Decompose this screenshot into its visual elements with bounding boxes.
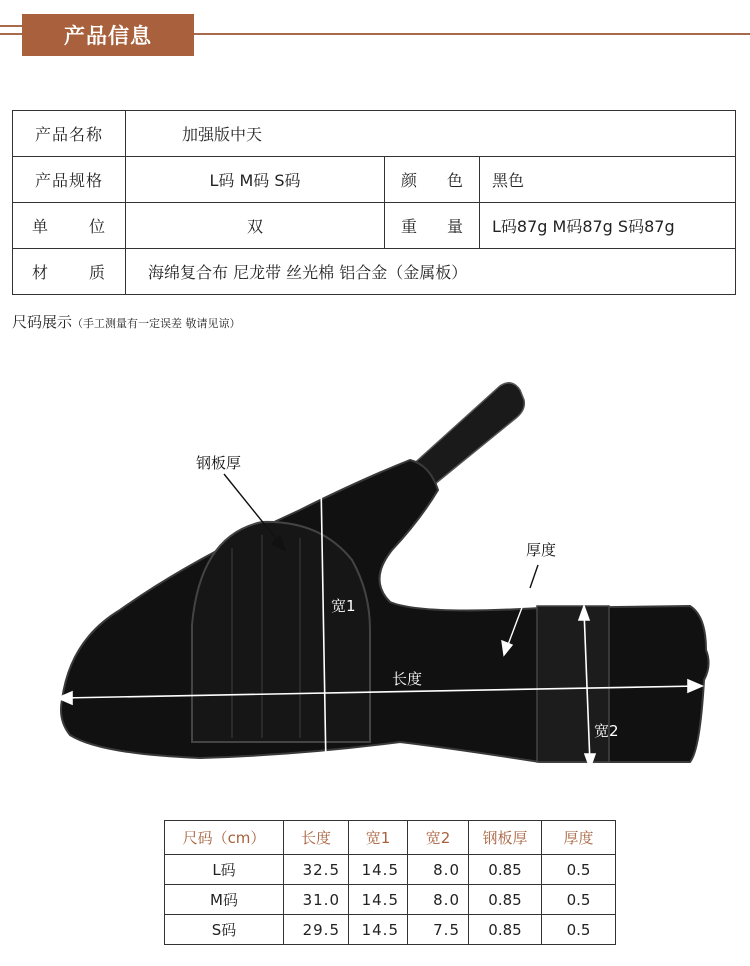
table-row: [165, 885, 616, 915]
size-cell: L码: [165, 855, 284, 885]
width2-cell: 7.5: [408, 915, 469, 945]
spec-value: L码 M码 S码: [126, 157, 385, 203]
width2-cell: 8.0: [408, 885, 469, 915]
size-table-header: [165, 821, 616, 855]
size-cell: S码: [165, 915, 284, 945]
size-section-title: [12, 311, 241, 332]
section-title: 产品信息: [22, 14, 194, 56]
table-row: [165, 915, 616, 945]
unit-value: 双: [126, 203, 385, 249]
thickness-cell: 0.5: [542, 855, 616, 885]
spec-label: 产品规格: [13, 157, 126, 203]
name-label: 产品名称: [13, 111, 126, 157]
header-rule-left: [0, 25, 22, 27]
thickness-cell: 0.5: [542, 915, 616, 945]
length-cell: 31.0: [284, 885, 349, 915]
width1-label: 宽1: [331, 597, 356, 615]
steel-cell: 0.85: [469, 855, 542, 885]
weight-label-b: 量: [447, 217, 464, 236]
material-value: 海绵复合布 尼龙带 丝光棉 铝合金（金属板）: [126, 249, 736, 295]
wrist-brace-body: [61, 460, 709, 762]
weight-value: L码87g M码87g S码87g: [480, 203, 736, 249]
steel-cell: 0.85: [469, 915, 542, 945]
table-row: [165, 855, 616, 885]
table-row: [13, 111, 736, 157]
steel-thickness-label: 钢板厚: [196, 454, 242, 472]
material-label-b: 质: [89, 263, 107, 282]
unit-label-b: 位: [89, 217, 107, 236]
width1-arrow-tail: [321, 758, 331, 772]
size-cell: M码: [165, 885, 284, 915]
width2-label: 宽2: [594, 722, 619, 740]
width2-cell: 8.0: [408, 855, 469, 885]
size-table: [164, 820, 616, 945]
width1-cell: 14.5: [349, 885, 408, 915]
steel-cell: 0.85: [469, 885, 542, 915]
weight-label-a: 重: [400, 217, 417, 236]
material-label-a: 材: [31, 263, 49, 282]
length-cell: 32.5: [284, 855, 349, 885]
color-label-b: 色: [447, 171, 464, 190]
header-width1: 宽1: [349, 821, 408, 855]
thickness-pointer-top: [530, 565, 538, 588]
size-title-text: 尺码展示: [12, 313, 73, 331]
color-label-a: 颜: [400, 171, 417, 190]
unit-label-a: 单: [31, 217, 49, 236]
table-row: [13, 249, 736, 295]
size-title-note: （手工测量有一定误差 敬请见谅）: [72, 317, 241, 330]
thickness-cell: 0.5: [542, 885, 616, 915]
header-length: 长度: [284, 821, 349, 855]
header-steel: 钢板厚: [469, 821, 542, 855]
length-cell: 29.5: [284, 915, 349, 945]
header-size: 尺码（cm）: [165, 821, 284, 855]
product-diagram: [0, 370, 750, 790]
color-value: 黑色: [480, 157, 736, 203]
header-thickness: 厚度: [542, 821, 616, 855]
table-row: [13, 157, 736, 203]
product-info-table: [12, 110, 736, 295]
header-width2: 宽2: [408, 821, 469, 855]
material-label: [13, 249, 126, 295]
length-label: 长度: [392, 670, 423, 688]
width1-cell: 14.5: [349, 855, 408, 885]
table-row: [13, 203, 736, 249]
unit-label: [13, 203, 126, 249]
width1-cell: 14.5: [349, 915, 408, 945]
color-label: [385, 157, 480, 203]
name-value: 加强版中天: [126, 111, 736, 157]
weight-label: [385, 203, 480, 249]
thickness-label: 厚度: [526, 541, 557, 559]
padded-panel: [192, 522, 370, 742]
width1-arrow-head: [316, 478, 326, 492]
